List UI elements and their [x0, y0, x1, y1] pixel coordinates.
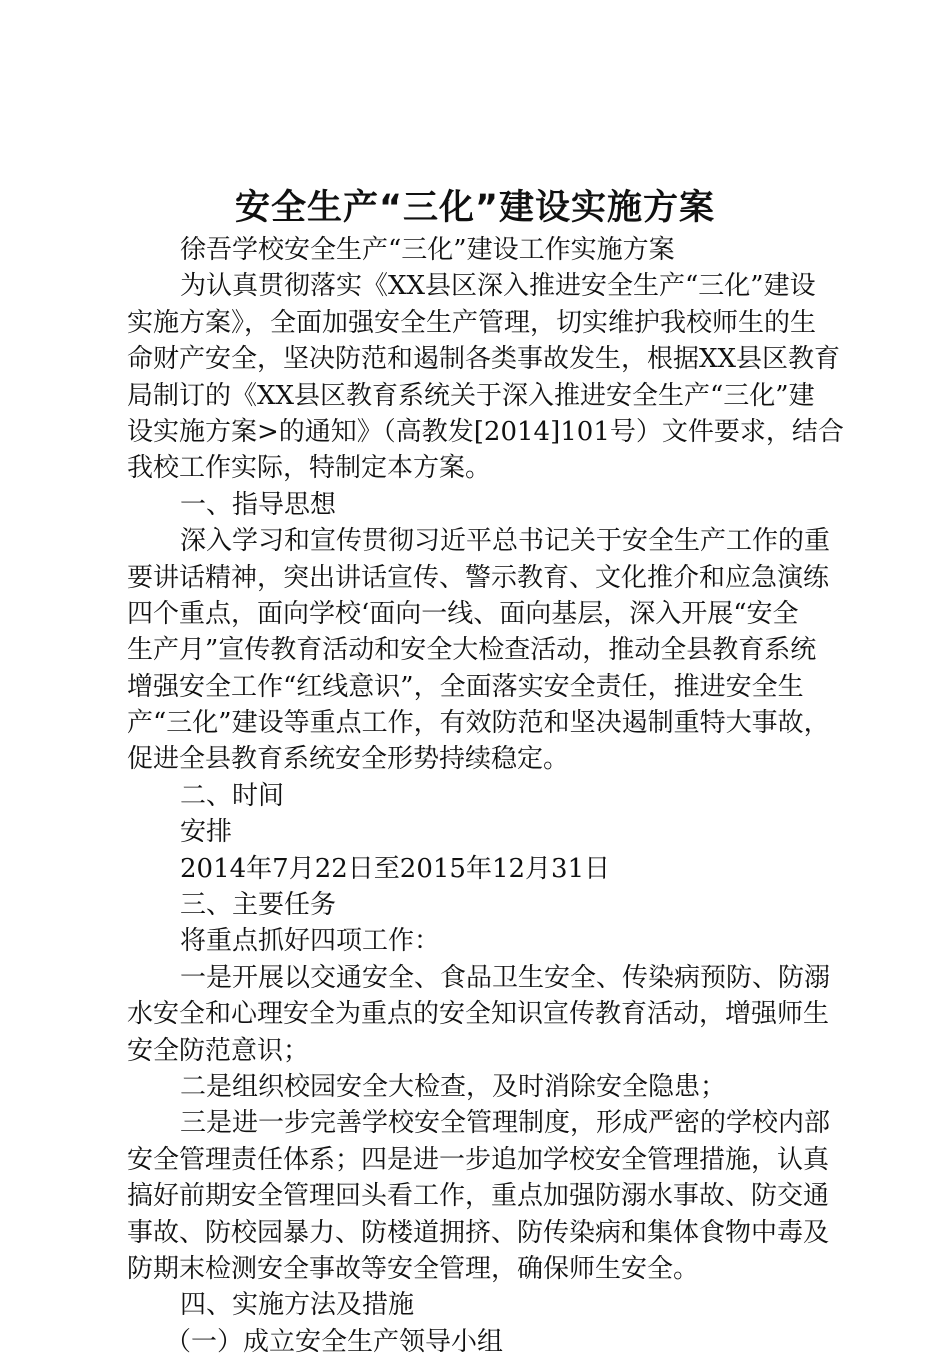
paragraph-line: 安全管理责任体系；四是进一步追加学校安全管理措施，认真: [127, 1144, 830, 1175]
paragraph-line: 徐吾学校安全生产“三化”建设工作实施方案: [180, 235, 675, 265]
paragraph-line: 要讲话精神，突出讲话宣传、警示教育、文化推介和应急演练: [127, 562, 830, 593]
paragraph-line: 安全防范意识；: [127, 1035, 310, 1066]
paragraph-line: 2014年7月22日至2015年12月31日: [180, 853, 611, 884]
paragraph-line: 一、指导思想: [180, 489, 337, 520]
paragraph-line: 我校工作实际，特制定本方案。: [127, 453, 492, 484]
paragraph-line: 实施方案》，全面加强安全生产管理，切实维护我校师生的生: [127, 307, 817, 338]
paragraph-line: 安排: [180, 817, 233, 848]
document-body: [127, 232, 844, 1360]
paragraph-line: 深入学习和宣传贯彻习近平总书记关于安全生产工作的重: [180, 526, 831, 557]
paragraph-line: 二是组织校园安全大检查，及时消除安全隐患；: [180, 1071, 727, 1102]
paragraph-line: 防期末检测安全事故等安全管理，确保师生安全。: [127, 1253, 700, 1284]
paragraph-line: 设实施方案>的通知》（高教发[2014]101号）文件要求，结合: [127, 416, 844, 447]
paragraph-line: 为认真贯彻落实《XX县区深入推进安全生产“三化”建设: [180, 271, 816, 302]
paragraph-line: 四个重点，面向学校‘面向一线、面向基层，深入开展“安全: [127, 598, 799, 629]
paragraph-line: 三、主要任务: [180, 890, 337, 921]
paragraph-line: 四、实施方法及措施: [180, 1290, 415, 1321]
paragraph-line: 二、时间: [180, 780, 285, 811]
paragraph-line: 事故、防校园暴力、防楼道拥挤、防传染病和集体食物中毒及: [127, 1217, 830, 1248]
paragraph-line: 生产月”宣传教育活动和安全大检查活动，推动全县教育系统: [127, 635, 817, 666]
paragraph-line: 局制订的《XX县区教育系统关于深入推进安全生产“三化”建: [127, 380, 815, 411]
paragraph-line: 三是进一步完善学校安全管理制度，形成严密的学校内部: [180, 1108, 831, 1139]
paragraph-line: 促进全县教育系统安全形势持续稳定。: [127, 744, 570, 775]
paragraph-line: 产“三化”建设等重点工作，有效防范和坚决遏制重特大事故，: [127, 708, 830, 739]
paragraph-line: 命财产安全，坚决防范和遏制各类事故发生，根据XX县区教育: [127, 344, 841, 375]
paragraph-line: 搞好前期安全管理回头看工作，重点加强防溺水事故、防交通: [127, 1181, 830, 1212]
paragraph-line: （一）成立安全生产领导小组: [165, 1326, 504, 1357]
paragraph-line: 增强安全工作“红线意识”，全面落实安全责任，推进安全生: [127, 671, 804, 702]
paragraph-line: 一是开展以交通安全、食品卫生安全、传染病预防、防溺: [180, 962, 831, 993]
paragraph-line: 将重点抓好四项工作：: [180, 926, 441, 957]
document-title: 安全生产“三化”建设实施方案: [234, 188, 715, 228]
paragraph-line: 水安全和心理安全为重点的安全知识宣传教育活动，增强师生: [127, 999, 830, 1030]
